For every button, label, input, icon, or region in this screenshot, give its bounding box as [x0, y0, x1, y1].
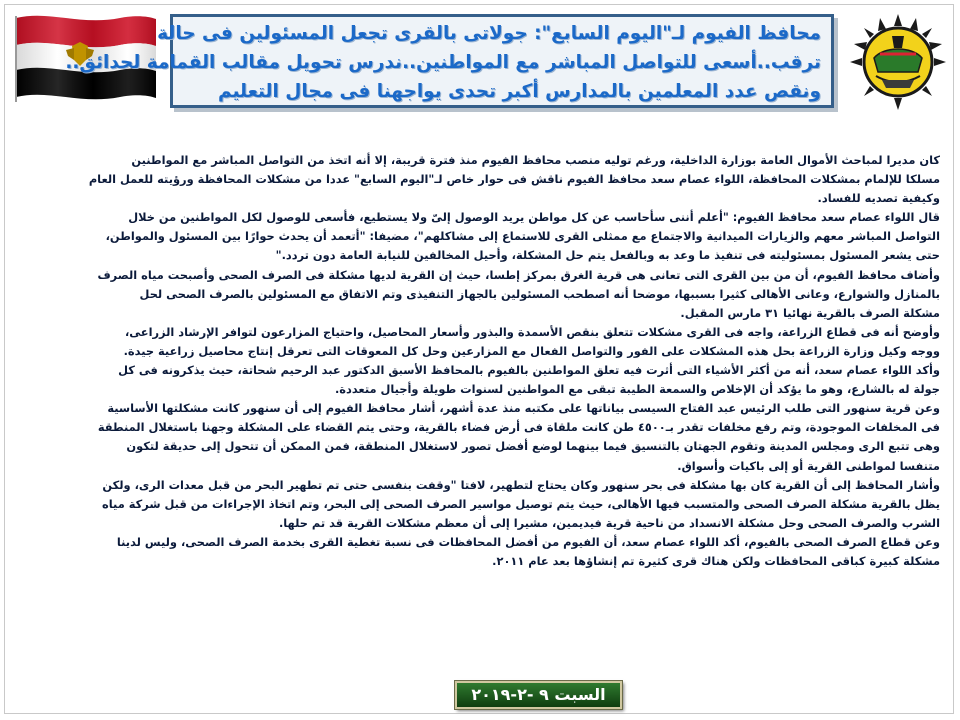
article-line: ووجه وكيل وزارة الزراعة بحل هذه المشكلات على الفور والتواصل الفعال مع المزارعين وحل كل المعوقات التى تعرقل إنتاج محاصيل زراعية جيدة. — [123, 343, 940, 358]
article-line: فى المخلفات الموجودة، وتم رفع مخلفات تقدر بـ٤٥٠٠ طن كانت ملقاة فى أرض فضاء بالقرية، وحتى يتم القضاء على المشكلة وجهنا باستغلال المنطقة — [97, 420, 940, 435]
article-line: جولة له بالشارع، وهو ما يؤكد أن الإخلاص والسمعة الطيبة تبقى مع المواطنين لسنوات طويلة وأجيال متعددة. — [334, 382, 940, 397]
article-line: وكيفية تصديه للفساد. — [817, 191, 940, 206]
article-line: متنفسا لمواطنى القرية أو إلى باكيات وأسواق. — [677, 458, 940, 473]
article-line: مسلكا للإلمام بمشكلات المحافظة، اللواء عصام سعد محافظ الفيوم ناقش فى حوار خاص لـ"اليوم السابع" عددا من مشكلات المحافظة ورؤيته للعمل العام — [88, 172, 940, 187]
article-line: يظل بالقرية مشكلة الصرف الصحى والمتسبب فيها الأهالى، حيث يتم توصيل مواسير الصرف الصحى إلى البحر، وتم اتخاذ الإجراءات من قبل شركة مياه — [102, 496, 940, 511]
article-line: حتى يشعر المسئول بمسئوليته فى تنفيذ ما وعد به وبالفعل يتم حل المشكلة، وأحيل المخالفين للنيابة العامة دون تردد." — [275, 248, 940, 263]
article-line: وهى تتبع الرى ومجلس المدينة وتقوم الجهتان بالتنسيق فيما بينهما لوضع أفضل تصور لاستغلال المنطقة، فمن الممكن أن تتحول إلى حديقة لتكون — [126, 439, 940, 454]
fayoum-governorate-logo — [844, 12, 952, 112]
article-line: قال اللواء عصام سعد محافظ الفيوم: "أعلم أننى سأحاسب عن كل مواطن يريد الوصول إلىّ ولا يستطيع، فأسعى للوصول لكل المواطنين من خلال — [128, 210, 940, 225]
headline-line-1: محافظ الفيوم لـ"اليوم السابع": جولاتى بالقرى تجعل المسئولين فى حالة — [157, 23, 821, 44]
article-line: وعن قرية سنهور التى طلب الرئيس عبد الفتاح السيسى بياناتها على مكتبه منذ عدة أشهر، أشار محافظ الفيوم إلى أن سنهور كانت مشكلتها الأساسية — [107, 401, 940, 416]
headline-box — [65, 14, 834, 108]
headline-line-2: ترقب..أسعى للتواصل المباشر مع المواطنين..ندرس تحويل مقالب القمامة لحدائق.. — [65, 52, 821, 73]
article-line: وأوضح أنه فى قطاع الزراعة، واجه فى القرى مشكلات تتعلق بنقص الأسمدة والبذور وأسعار المحاصيل، واحتياج المزارعون لتوافر الإرشاد الزراعى، — [124, 324, 940, 339]
article-line: مشكلة الصرف بالقرية نهائيا ٣١ مارس المقبل. — [680, 305, 940, 320]
article-line: وأكد اللواء عصام سعد، أنه من أكثر الأشياء التى أثرت فيه تعلق المواطنين بالفيوم بالمحافظ الأسبق الدكتور عبد الرحيم شحاتة، حيث يذكرونه فى كل — [118, 363, 940, 378]
headline-line-3: ونقص عدد المعلمين بالمدارس أكبر تحدى يواجهنا فى مجال التعليم — [217, 81, 821, 102]
article-body — [30, 151, 940, 651]
article-line: كان مديرا لمباحث الأموال العامة بوزارة الداخلية، ورغم توليه منصب محافظ الفيوم منذ فترة قريبة، إلا أنه اتخذ من التواصل المباشر مع المواطنين — [131, 153, 940, 167]
date-banner: السبت ٩ -٢-٢٠١٩ — [455, 681, 622, 709]
article-line: وعن قطاع الصرف الصحى بالفيوم، أكد اللواء عصام سعد، أن الفيوم من أفضل المحافظات فى نسبة تغطية القرى بخدمة الصرف الصحى، وليس لدينا — [116, 534, 940, 549]
article-line: مشكلة كبيرة كباقى المحافظات ولكن هناك قرى كثيرة تم إنشاؤها بعد عام ٢٠١١. — [492, 553, 940, 568]
article-line: التواصل المباشر معهم والزيارات الميدانية والاجتماع مع ممثلى القرى للاستماع إلى مشاكلهم"، مضيفا: "أتعمد أن يحدث حوارًا بين المسئول والمواطن، — [105, 229, 940, 244]
article-line: بالمنازل والشوارع، وعانى الأهالى كثيرا بسببها، موضحا أنه اصطحب المسئولين بالجهاز التنفيذى وتم الاتفاق مع المسئولين بالصرف الصحى لحل — [139, 286, 940, 301]
article-line: وأضاف محافظ الفيوم، أن من بين القرى التى تعانى هى قرية الغرق بمركز إطسا، حيث إن القرية لديها مشكلة فى الصرف الصحى وأصبحت مياه الصرف — [97, 267, 940, 282]
article-line: وأشار المحافظ إلى أن القرية كان بها مشكلة فى بحر سنهور وكان يحتاج لتطهير، لافتا "وقفت بنفسى حتى تم تطهير البحر من قبل معدات الرى، ولكن — [102, 477, 940, 492]
article-line: الشرب والصرف الصحى وحل مشكلة الانسداد من ناحية قرية فيديمين، مشيرا إلى أن معظم مشكلات القرية قد تم حلها. — [278, 515, 940, 530]
